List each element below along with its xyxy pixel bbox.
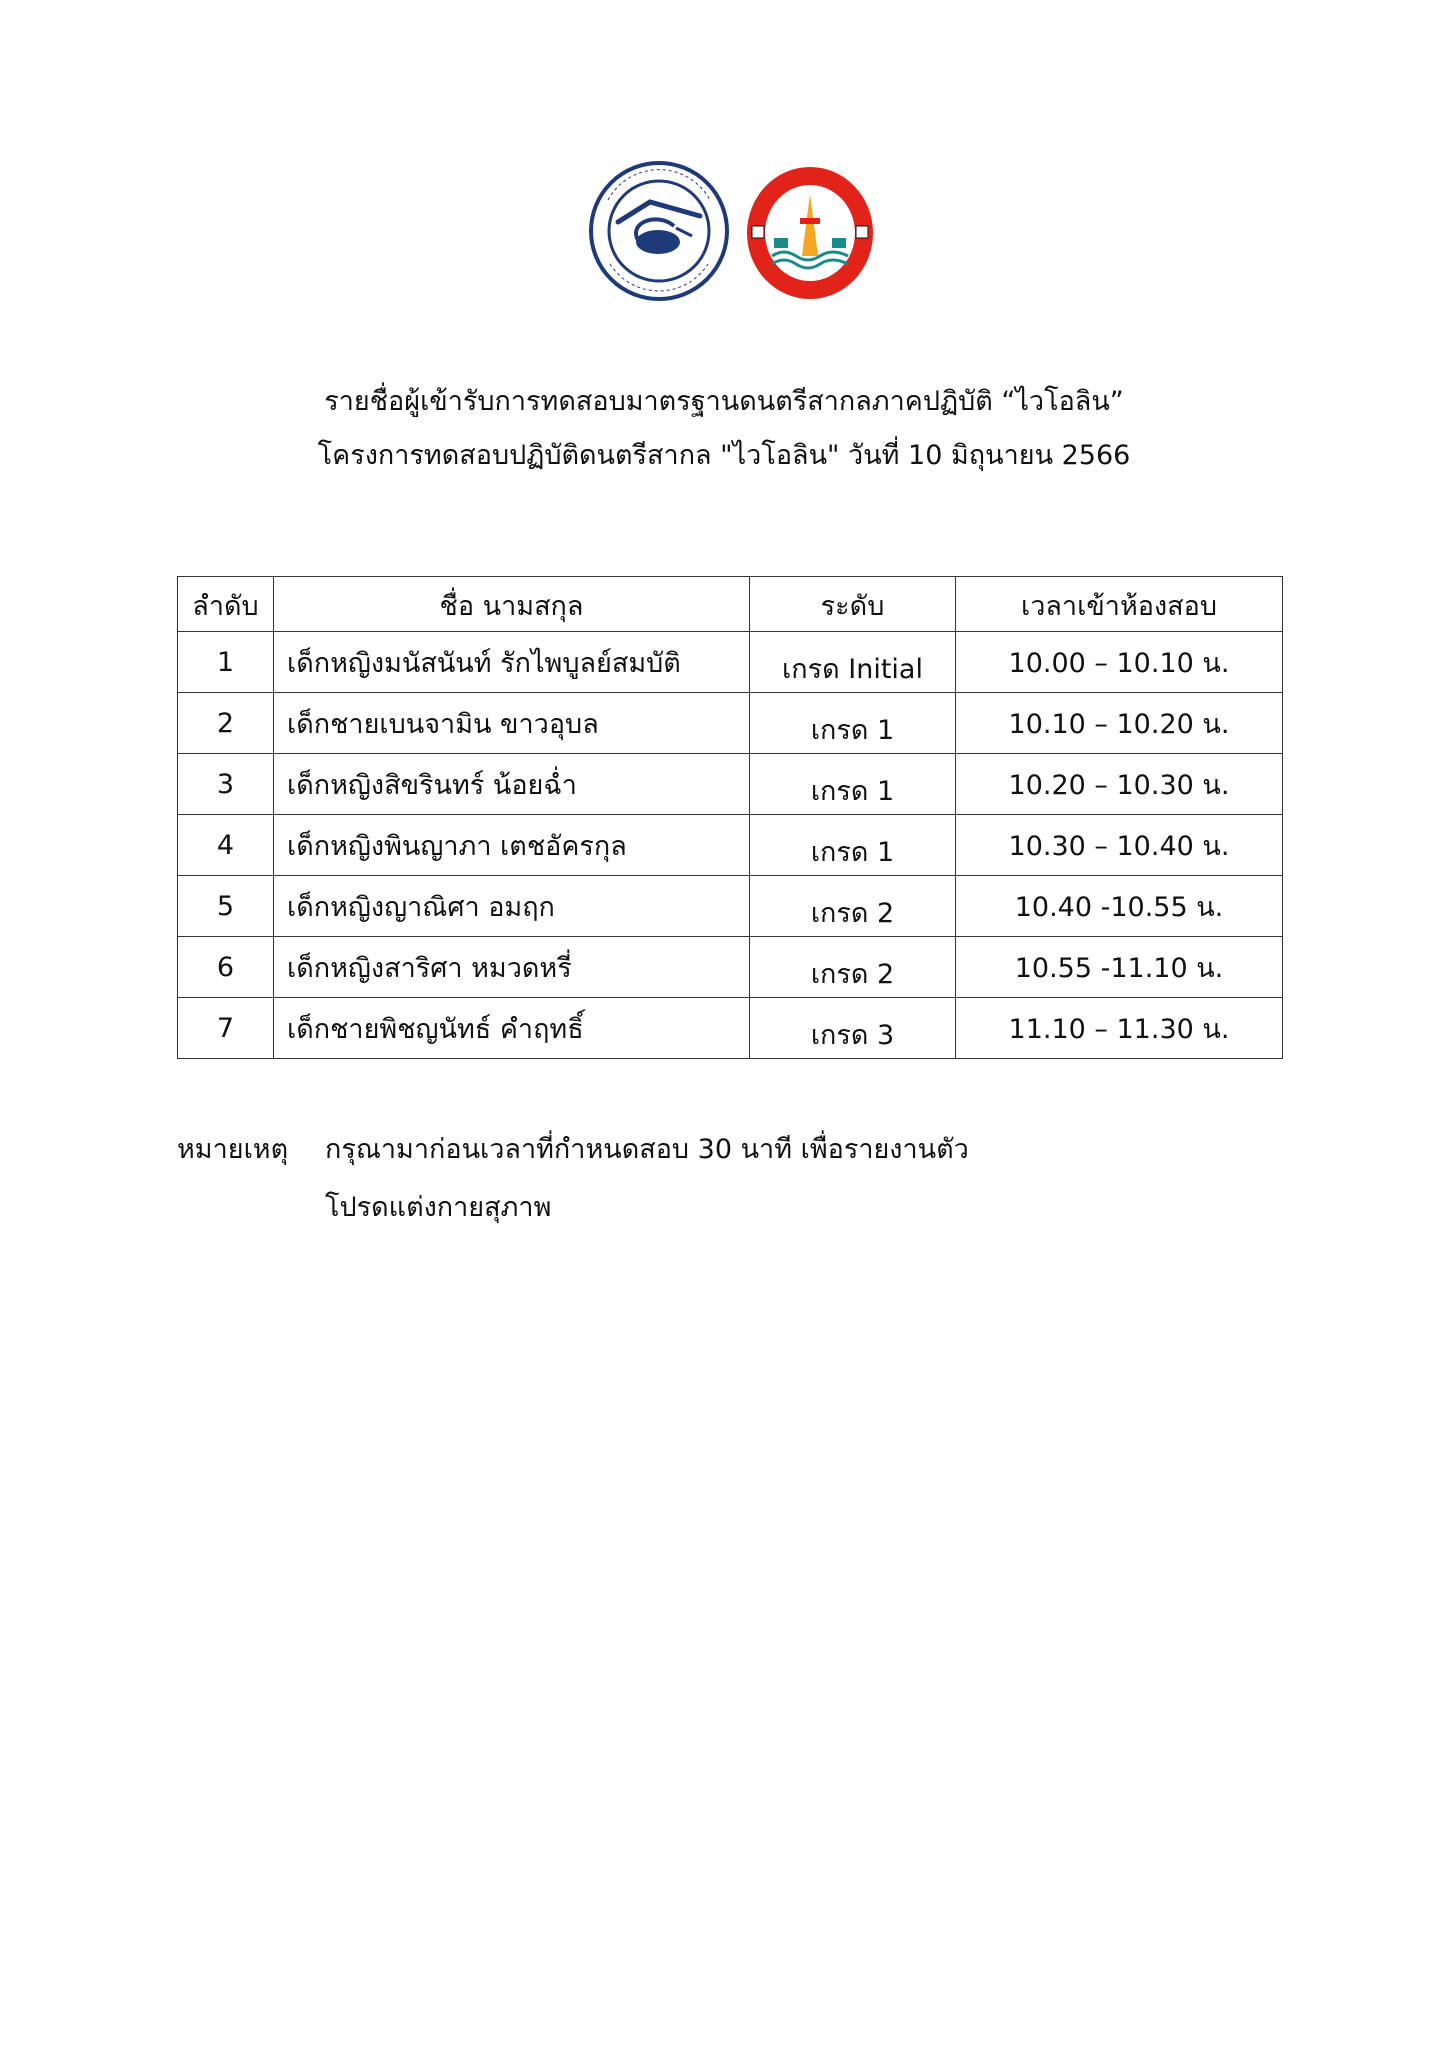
cell-time: 10.55 -11.10 น. <box>956 937 1283 998</box>
cell-no: 2 <box>178 693 274 754</box>
table-row <box>178 876 1283 937</box>
tmea-logo <box>588 160 730 302</box>
remarks-label: หมายเหตุ <box>177 1134 289 1165</box>
table-row <box>178 815 1283 876</box>
cell-no: 4 <box>178 815 274 876</box>
header-time: เวลาเข้าห้องสอบ <box>956 577 1283 632</box>
cell-level: เกรด 1 <box>750 815 956 876</box>
exam-schedule-table <box>177 576 1283 1059</box>
table-row <box>178 693 1283 754</box>
table-row <box>178 998 1283 1059</box>
cell-level: เกรด 2 <box>750 876 956 937</box>
cell-name: เด็กหญิงพินญาภา เตชอัครกุล <box>274 815 750 876</box>
cell-name: เด็กหญิงสาริศา หมวดหรี่ <box>274 937 750 998</box>
cell-no: 5 <box>178 876 274 937</box>
header-no: ลำดับ <box>178 577 274 632</box>
cell-time: 10.00 – 10.10 น. <box>956 632 1283 693</box>
cell-time: 10.40 -10.55 น. <box>956 876 1283 937</box>
cell-level: เกรด 1 <box>750 693 956 754</box>
cell-name: เด็กหญิงญาณิศา อมฤก <box>274 876 750 937</box>
cell-time: 11.10 – 11.30 น. <box>956 998 1283 1059</box>
cell-name: เด็กหญิงมนัสนันท์ รักไพบูลย์สมบัติ <box>274 632 750 693</box>
table-row <box>178 937 1283 998</box>
cell-no: 3 <box>178 754 274 815</box>
document-title: รายชื่อผู้เข้ารับการทดสอบมาตรฐานดนตรีสากลภาคปฏิบัติ “ไวโอลิน” <box>324 386 1124 417</box>
cell-level: เกรด 1 <box>750 754 956 815</box>
table-row <box>178 754 1283 815</box>
cell-level: เกรด 2 <box>750 937 956 998</box>
table-row <box>178 632 1283 693</box>
header-level: ระดับ <box>750 577 956 632</box>
header-name: ชื่อ นามสกุล <box>274 577 750 632</box>
cell-name: เด็กชายเบนจามิน ขาวอุบล <box>274 693 750 754</box>
cell-level: เกรด 3 <box>750 998 956 1059</box>
remarks-line-2: โปรดแต่งกายสุภาพ <box>325 1192 552 1223</box>
document-subtitle: โครงการทดสอบปฏิบัติดนตรีสากล "ไวโอลิน" วันที่ 10 มิถุนายน 2566 <box>317 440 1131 471</box>
cell-no: 1 <box>178 632 274 693</box>
cell-level: เกรด Initial <box>750 632 956 693</box>
logo-area <box>0 150 1448 310</box>
cell-time: 10.10 – 10.20 น. <box>956 693 1283 754</box>
bangkokthonburi-university-logo <box>744 164 876 302</box>
cell-time: 10.20 – 10.30 น. <box>956 754 1283 815</box>
cell-no: 6 <box>178 937 274 998</box>
cell-name: เด็กชายพิชญนัทธ์ คำฤทธิ์ <box>274 998 750 1059</box>
table-header-row <box>178 577 1283 632</box>
cell-no: 7 <box>178 998 274 1059</box>
cell-time: 10.30 – 10.40 น. <box>956 815 1283 876</box>
cell-name: เด็กหญิงสิขรินทร์ น้อยฉ่ำ <box>274 754 750 815</box>
remarks-line-1: กรุณามาก่อนเวลาที่กำหนดสอบ 30 นาที เพื่อรายงานตัว <box>325 1134 969 1165</box>
